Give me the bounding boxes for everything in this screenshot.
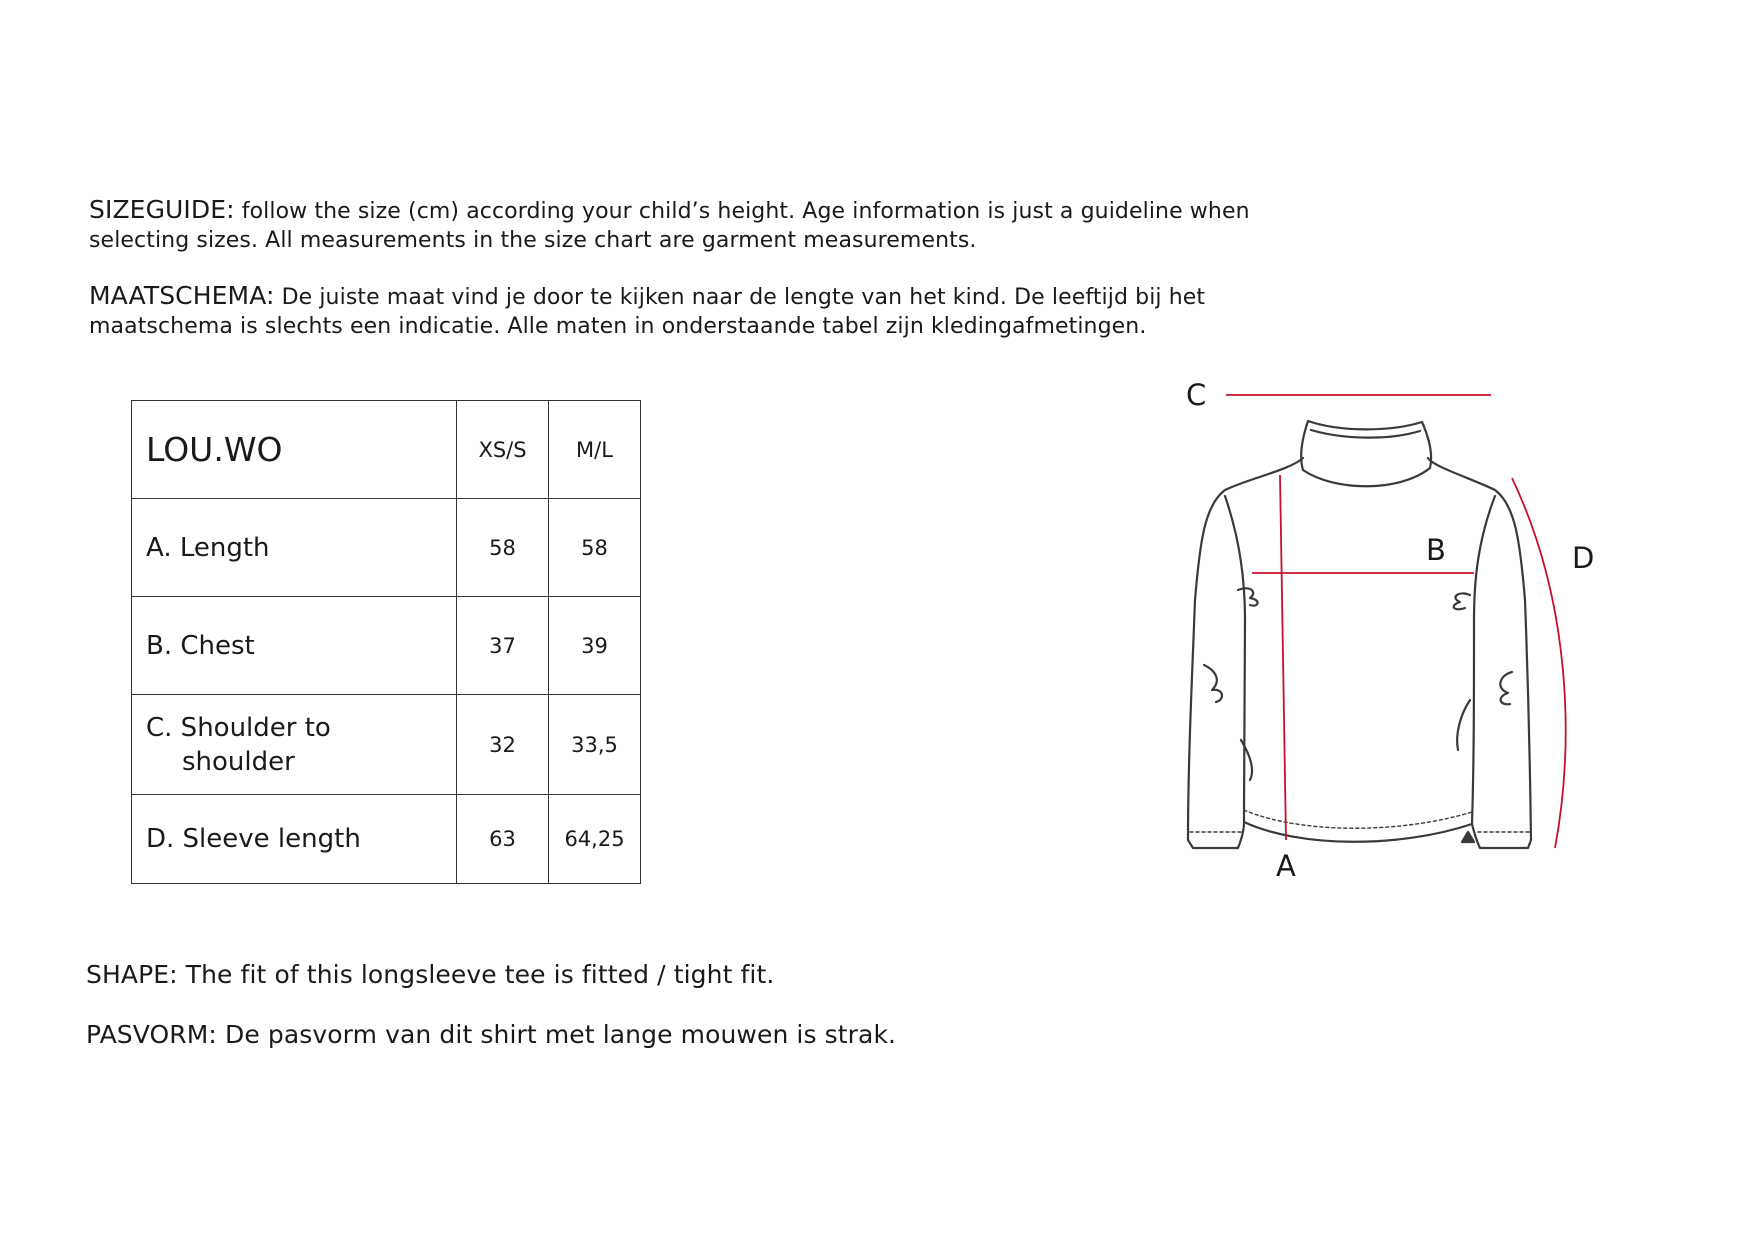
shape-heading: SHAPE:: [86, 960, 178, 989]
dimension-letter-c: C: [1186, 378, 1207, 412]
turtleneck-outline: [1188, 421, 1531, 848]
cell-value: 63: [457, 795, 549, 884]
pasvorm-heading: PASVORM:: [86, 1020, 217, 1049]
table-header-row: [132, 401, 641, 499]
cell-value: 39: [549, 597, 641, 695]
measurement-lines: [1226, 395, 1566, 848]
measure-line-d: [1512, 478, 1566, 848]
dimension-letter-a: A: [1276, 849, 1296, 883]
row-label-length: A. Length: [132, 499, 457, 597]
size-table: [131, 400, 641, 884]
sizeguide-paragraph: [89, 195, 1269, 255]
dimension-letter-d: D: [1572, 541, 1595, 575]
product-name: LOU.WO: [132, 401, 457, 499]
sizeguide-heading: SIZEGUIDE:: [89, 195, 235, 224]
row-label-shoulder-line2: shoulder: [182, 746, 295, 777]
dimension-letter-b: B: [1426, 533, 1446, 567]
row-label-sleeve: D. Sleeve length: [132, 795, 457, 884]
table-row: [132, 499, 641, 597]
cell-value: 37: [457, 597, 549, 695]
pasvorm-paragraph: [86, 1020, 896, 1049]
sizeguide-text: follow the size (cm) according your child’s height. Age information is just a guideline when selecting sizes. All measurements in the size chart are garment measurements.: [89, 199, 1250, 253]
row-label-shoulder: [132, 695, 457, 795]
maatschema-text: De juiste maat vind je door te kijken naar de lengte van het kind. De leeftijd bij het maatschema is slechts een indicatie. Alle maten in onderstaande tabel zijn kledingafmetingen.: [89, 285, 1206, 339]
shape-text: The fit of this longsleeve tee is fitted / tight fit.: [177, 960, 775, 989]
pasvorm-text: De pasvorm van dit shirt met lange mouwen is strak.: [216, 1020, 897, 1049]
measure-line-a: [1280, 475, 1286, 840]
garment-diagram: [1140, 370, 1660, 890]
size-header-xs-s: XS/S: [457, 401, 549, 499]
shape-paragraph: [86, 960, 774, 989]
cell-value: 58: [549, 499, 641, 597]
cell-value: 33,5: [549, 695, 641, 795]
table-row: [132, 597, 641, 695]
cell-value: 32: [457, 695, 549, 795]
cell-value: 58: [457, 499, 549, 597]
row-label-shoulder-line1: C. Shoulder to: [146, 712, 331, 743]
size-header-m-l: M/L: [549, 401, 641, 499]
dimension-letters: [1186, 378, 1594, 883]
maatschema-paragraph: [89, 281, 1269, 341]
cell-value: 64,25: [549, 795, 641, 884]
table-row: [132, 795, 641, 884]
maatschema-heading: MAATSCHEMA:: [89, 281, 275, 310]
row-label-chest: B. Chest: [132, 597, 457, 695]
table-row: [132, 695, 641, 795]
